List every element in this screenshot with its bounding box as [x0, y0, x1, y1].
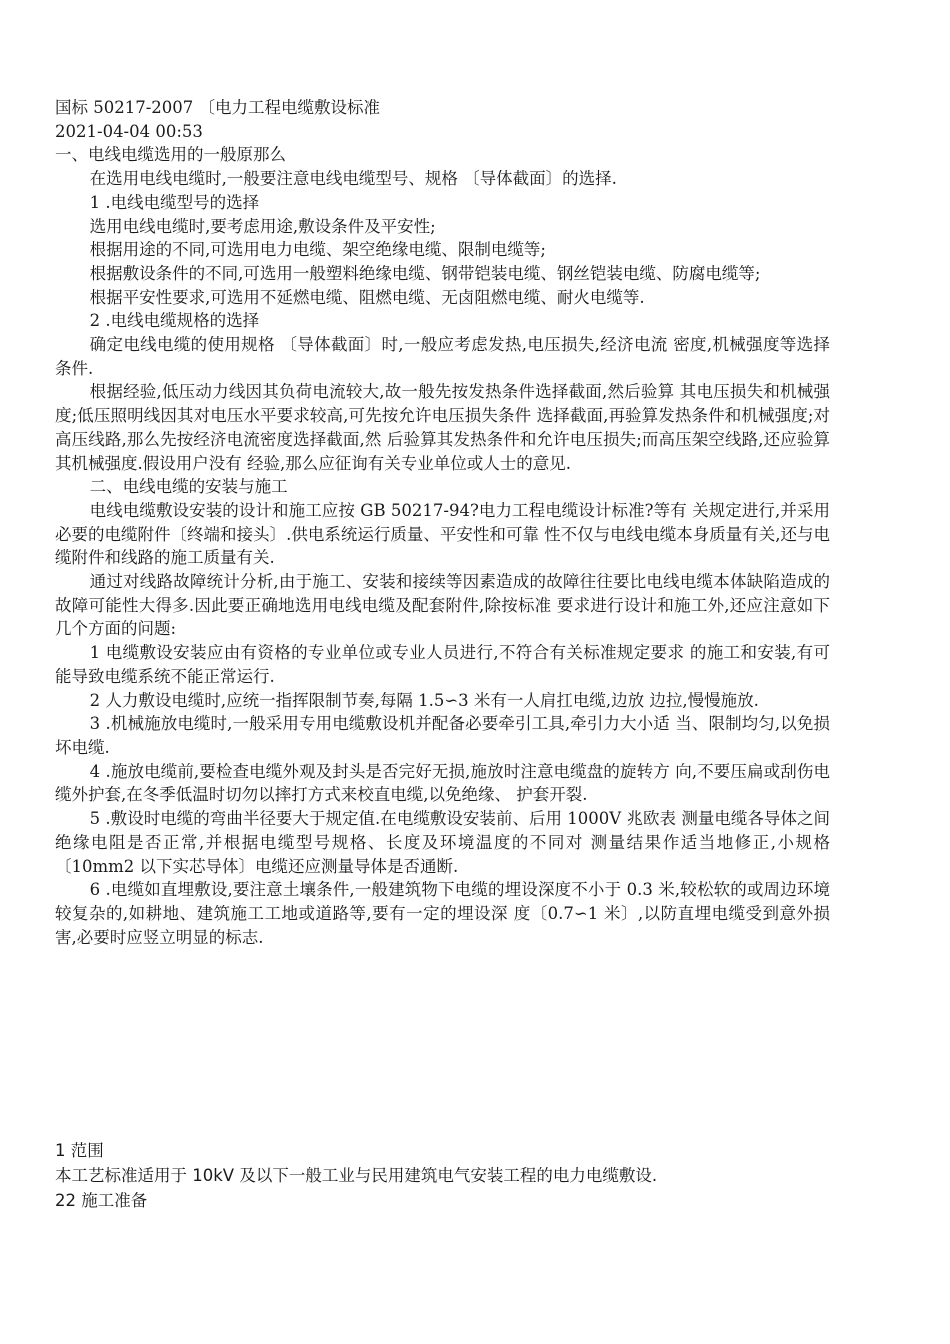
- document-datetime: 2021-04-04 00:53: [55, 121, 203, 141]
- list-item: 4 .施放电缆前,要检查电缆外观及封头是否完好无损,施放时注意电缆盘的旋转方 向,不要压扁或刮伤电缆外护套,在冬季低温时切勿以摔打方式来校直电缆,以免绝缘、 护套开裂.: [55, 761, 830, 805]
- document-title: 国标 50217-2007 〔电力工程电缆敷设标准: [55, 98, 381, 117]
- paragraph: 根据经验,低压动力线因其负荷电流较大,故一般先按发热条件选择截面,然后验算 其电压损失和机械强度;低压照明线因其对电压水平要求较高,可先按允许电压损失条件 选择截面,再验算发热条件和机械强度;对高压线路,那么先按经济电流密度选择截面,然 后验算其发热条件和允许电压损失;而高压架空线路,还应验算其机械强度.假设用户没有 经验,那么应征询有关专业单位或人士的意见.: [55, 382, 830, 473]
- list-item: 1 电缆敷设安装应由有资格的专业单位或专业人员进行,不符合有关标准规定要求 的施工和安装,有可能导致电缆系统不能正常运行.: [55, 643, 830, 686]
- scope-section: [55, 1138, 915, 1213]
- paragraph: 通过对线路故障统计分析,由于施工、安装和接续等因素造成的故障往往要比电线电缆本体缺陷造成的故障可能性大得多.因此要正确地选用电线电缆及配套附件,除按标准 要求进行设计和施工外,还应注意如下几个方面的问题:: [55, 572, 830, 639]
- paragraph: 根据用途的不同,可选用电力电缆、架空绝缘电缆、限制电缆等;: [89, 240, 546, 260]
- intro-paragraph: 在选用电线电缆时,一般要注意电线电缆型号、规格 〔导体截面〕的选择.: [89, 169, 617, 189]
- list-item: 5 .敷设时电缆的弯曲半径要大于规定值.在电缆敷设安装前、后用 1000V 兆欧表 测量电缆各导体之间绝缘电阻是否正常,并根据电缆型号规格、长度及环境温度的不同对 测量结果作适当地修正,小规格〔10mm2 以下实芯导体〕电缆还应测量导体是否通断.: [55, 809, 830, 876]
- section-heading-2: 二、电线电缆的安装与施工: [89, 477, 288, 497]
- paragraph: 根据敷设条件的不同,可选用一般塑料绝缘电缆、钢带铠装电缆、钢丝铠装电缆、防腐电缆等;: [89, 263, 761, 283]
- list-item: 2 人力敷设电缆时,应统一指挥限制节奏,每隔 1.5∽3 米有一人肩扛电缆,边放 边拉,慢慢施放.: [89, 690, 759, 710]
- scope-text: 本工艺标准适用于 10kV 及以下一般工业与民用建筑电气安装工程的电力电缆敷设.: [55, 1166, 658, 1185]
- paragraph: 根据平安性要求,可选用不延燃电缆、阻燃电缆、无卤阻燃电缆、耐火电缆等.: [89, 287, 645, 307]
- section-heading-1: 一、电线电缆选用的一般原那么: [55, 145, 286, 165]
- paragraph: 电线电缆敷设安装的设计和施工应按 GB 50217-94?电力工程电缆设计标准?等有 关规定进行,并采用必要的电缆附件〔终端和接头〕.供电系统运行质量、平安性和可靠 性不仅与电线电缆本身质量有关,还与电缆附件和线路的施工质量有关.: [55, 500, 830, 568]
- list-item: 3 .机械施放电缆时,一般采用专用电缆敷设机并配备必要牵引工具,牵引力大小适 当、限制均匀,以免损坏电缆.: [55, 714, 830, 757]
- paragraph: 选用电线电缆时,要考虑用途,敷设条件及平安性;: [89, 216, 436, 236]
- paragraph: 确定电线电缆的使用规格 〔导体截面〕时,一般应考虑发热,电压损失,经济电流 密度,机械强度等选择条件.: [55, 335, 830, 378]
- subsection-heading-1: 1 .电线电缆型号的选择: [89, 192, 260, 212]
- scope-heading: 1 范围: [55, 1141, 104, 1160]
- document-body: [55, 96, 830, 949]
- prep-heading: 22 施工准备: [55, 1191, 148, 1210]
- list-item: 6 .电缆如直埋敷设,要注意土壤条件,一般建筑物下电缆的埋设深度不小于 0.3 米,较松软的或周边环境较复杂的,如耕地、建筑施工工地或道路等,要有一定的埋设深 度〔0.7∽1 米〕,以防直埋电缆受到意外损害,必要时应竖立明显的标志.: [55, 880, 830, 947]
- subsection-heading-2: 2 .电线电缆规格的选择: [89, 311, 260, 331]
